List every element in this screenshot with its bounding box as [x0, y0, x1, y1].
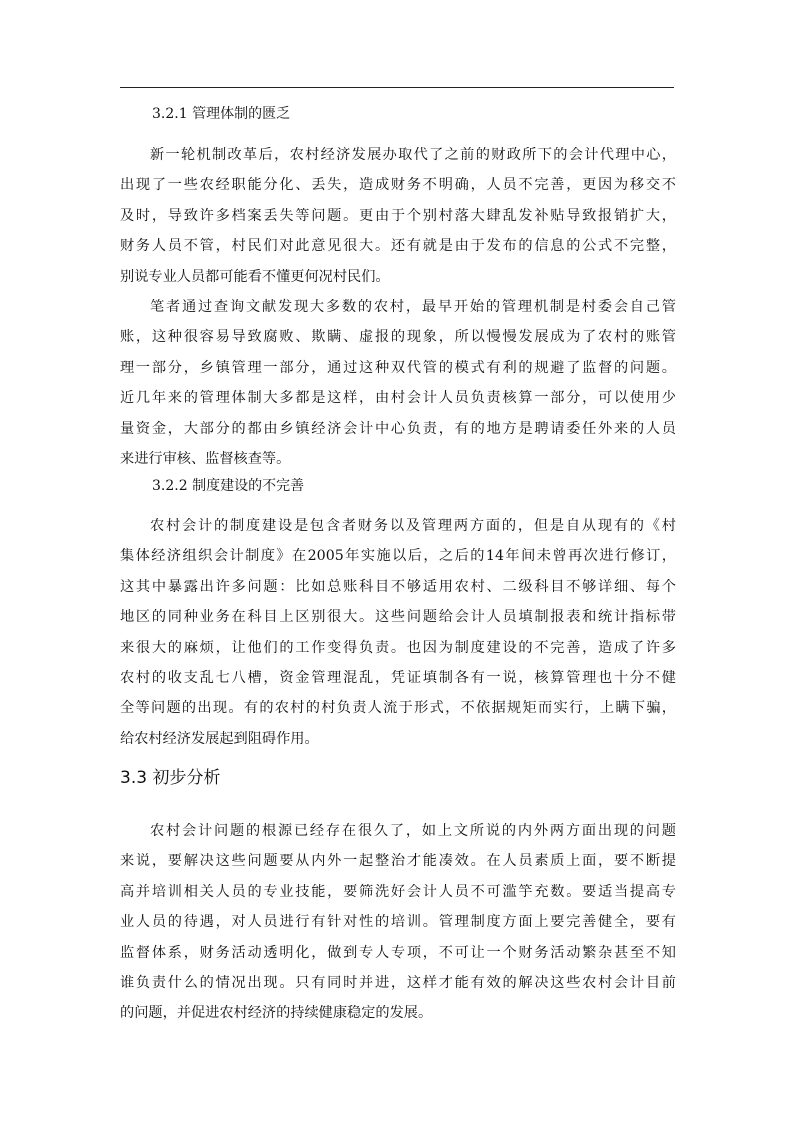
text-line: 近几年来的管理体制大多都是这样，由村会计人员负责核算一部分，可以使用少 — [120, 390, 676, 407]
text-line: 业人员的待遇，对人员进行有针对性的培训。管理制度方面上要完善健全，要有 — [120, 914, 676, 931]
text-line: 来说，要解决这些问题要从内外一起整治才能凑效。在人员素质上面，要不断提 — [120, 853, 676, 870]
text-line: 给农村经济发展起到阻碍作用。 — [120, 730, 319, 747]
text-line: 农村会计的制度建设是包含者财务以及管理两方面的，但是自从现有的《村 — [150, 518, 676, 534]
text-line: 别说专业人员都可能看不懂更何况村民们。 — [120, 268, 390, 285]
text-line: 高并培训相关人员的专业技能，要筛洗好会计人员不可滥竽充数。要适当提高专 — [120, 883, 676, 900]
text-line: 笔者通过查询文献发现大多数的农村，最早开始的管理机制是村委会自己管 — [150, 299, 676, 315]
text-line: 地区的同种业务在科目上区别很大。这些问题给会计人员填制报表和统计指标带 — [120, 609, 676, 626]
text-line: 来进行审核、监督核查等。 — [120, 450, 291, 467]
text-line: 及时，导致许多档案丢失等问题。更由于个别村落大肆乱发补贴导致报销扩大， — [120, 207, 676, 224]
text-line: 的问题，并促进农村经济的持续健康稳定的发展。 — [120, 1005, 433, 1022]
paragraph — [120, 140, 676, 292]
text-line: 农村的收支乱七八槽，资金管理混乱，凭证填制各有一说，核算管理也十分不健 — [120, 669, 676, 686]
subsection-heading-3-2-2: 3.2.2 制度建设的不完善 — [152, 478, 305, 494]
text-line: 监督体系，财务活动透明化，做到专人专项，不可让一个财务活动繁杂甚至不知 — [120, 944, 676, 961]
text-line: 账，这种很容易导致腐败、欺瞒、虚报的现象，所以慢慢发展成为了农村的账管 — [120, 329, 676, 346]
paragraph — [120, 511, 676, 754]
page-header-rule — [120, 87, 674, 88]
text-line: 财务人员不管，村民们对此意见很大。还有就是由于发布的信息的公式不完整， — [120, 238, 676, 255]
text-line: 量资金，大部分的都由乡镇经济会计中心负责，有的地方是聘请委任外来的人员 — [120, 420, 676, 437]
text-line: 集体经济组织会计制度》在2005年实施以后，之后的14年间未曾再次进行修订， — [120, 548, 676, 565]
section-heading-3-3: 3.3 初步分析 — [120, 768, 221, 788]
text-line: 谁负责什么的情况出现。只有同时并进，这样才能有效的解决这些农村会计目前 — [120, 974, 676, 991]
text-line: 这其中暴露出许多问题：比如总账科目不够适用农村、二级科目不够详细、每个 — [120, 578, 676, 595]
paragraph — [120, 816, 676, 1029]
text-line: 农村会计问题的根源已经存在很久了，如上文所说的内外两方面出现的问题 — [150, 823, 676, 839]
subsection-heading-3-2-1: 3.2.1 管理体制的匮乏 — [152, 106, 291, 122]
text-line: 理一部分，乡镇管理一部分，通过这种双代管的模式有利的规避了监督的问题。 — [120, 359, 676, 376]
text-line: 新一轮机制改革后，农村经济发展办取代了之前的财政所下的会计代理中心， — [150, 147, 676, 163]
text-line: 出现了一些农经职能分化、丢失，造成财务不明确，人员不完善，更因为移交不 — [120, 177, 676, 194]
paragraph — [120, 292, 676, 474]
text-line: 来很大的麻烦，让他们的工作变得负责。也因为制度建设的不完善，造成了许多 — [120, 639, 676, 656]
text-line: 全等问题的出现。有的农村的村负责人流于形式，不依据规矩而实行，上瞒下骗， — [120, 700, 676, 717]
